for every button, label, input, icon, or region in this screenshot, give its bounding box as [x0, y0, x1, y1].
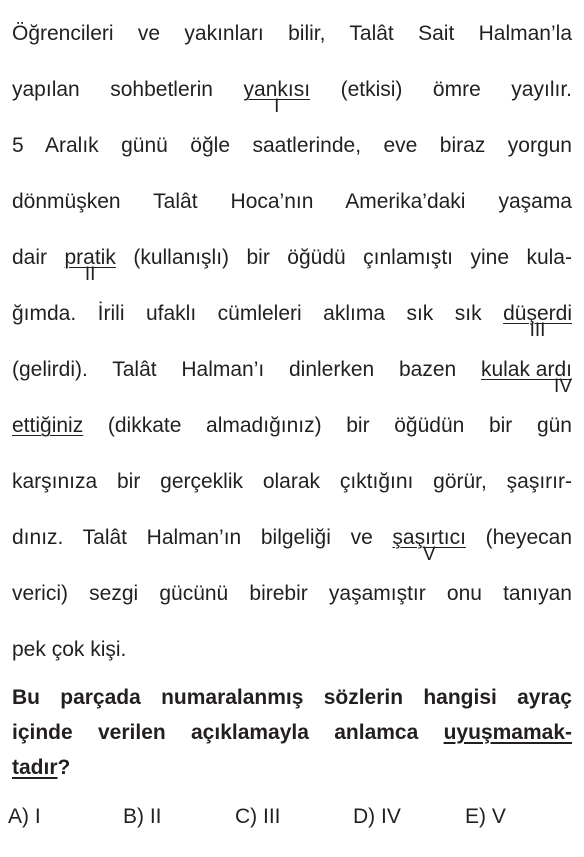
passage-line-1: Öğrencileri ve yakınları bilir, Talât Sait Halman’la	[12, 22, 572, 45]
roman-numeral-label: I	[274, 96, 280, 117]
option-d[interactable]: D) IV	[353, 805, 401, 828]
question-line-1: Bu parçada numaralanmış sözlerin hangisi ayraç	[12, 686, 572, 709]
underlined-word: düşerdi	[503, 302, 572, 325]
underlined-word: pratik	[64, 246, 116, 269]
question-mark: ?	[57, 756, 71, 779]
passage-text: yapılan sohbetlerin	[12, 78, 213, 101]
numbered-word-4	[480, 358, 572, 397]
passage-line-11: verici) sezgi gücünü birebir yaşamıştır onu tanıyan	[12, 582, 572, 605]
passage-text: (dikkate almadığınız) bir öğüdün bir gün	[107, 414, 572, 437]
numbered-word-3	[503, 302, 572, 341]
passage-line-3: 5 Aralık günü öğle saatlerinde, eve biraz yorgun	[12, 134, 572, 157]
passage-text: (etkisi) ömre yayılır.	[340, 78, 572, 101]
question-emphasis: tadır	[12, 756, 58, 779]
roman-numeral-label: V	[422, 544, 436, 565]
option-c[interactable]: C) III	[235, 805, 281, 828]
passage-text: (kullanışlı) bir öğüdü çınlamıştı yine kula-	[133, 246, 572, 269]
option-b[interactable]: B) II	[123, 805, 162, 828]
roman-numeral-label: IV	[554, 376, 572, 397]
option-a[interactable]: A) I	[8, 805, 41, 828]
numbered-word-2	[64, 246, 116, 285]
passage-text: dınız. Talât Halman’ın bilgeliği ve	[12, 526, 373, 549]
roman-numeral-label: II	[84, 264, 96, 285]
passage-line-6	[12, 302, 572, 341]
passage-line-9: karşınıza bir gerçeklik olarak çıktığını görür, şaşırır-	[12, 470, 572, 493]
passage-line-7	[12, 358, 572, 397]
numbered-word-5	[392, 526, 466, 565]
question-line-2	[12, 715, 572, 750]
passage-text: (heyecan	[485, 526, 572, 549]
question-line-3	[12, 750, 572, 785]
underlined-word: kulak ardı	[480, 358, 572, 381]
underlined-word: yankısı	[243, 78, 311, 101]
passage-text: (gelirdi). Talât Halman’ı dinlerken bazen	[12, 358, 457, 381]
passage-line-5	[12, 246, 572, 285]
passage-line-2	[12, 78, 572, 117]
option-e[interactable]: E) V	[465, 805, 506, 828]
passage-line-10	[12, 526, 572, 565]
question-emphasis: uyuşmamak-	[443, 721, 572, 744]
passage-text: ğımda. İrili ufaklı cümleleri aklıma sık sık	[12, 302, 482, 325]
underlined-word: şaşırtıcı	[392, 526, 466, 549]
passage-line-4: dönmüşken Talât Hoca’nın Amerika’daki yaşama	[12, 190, 572, 213]
underlined-word: ettiğiniz	[12, 414, 84, 437]
passage-text: dair	[12, 246, 48, 269]
roman-numeral-label: III	[529, 320, 546, 341]
passage-line-8	[12, 414, 572, 438]
numbered-word-1	[243, 78, 311, 117]
passage-line-12: pek çok kişi.	[12, 638, 127, 661]
question-text: içinde verilen açıklamayla anlamca	[12, 721, 419, 744]
